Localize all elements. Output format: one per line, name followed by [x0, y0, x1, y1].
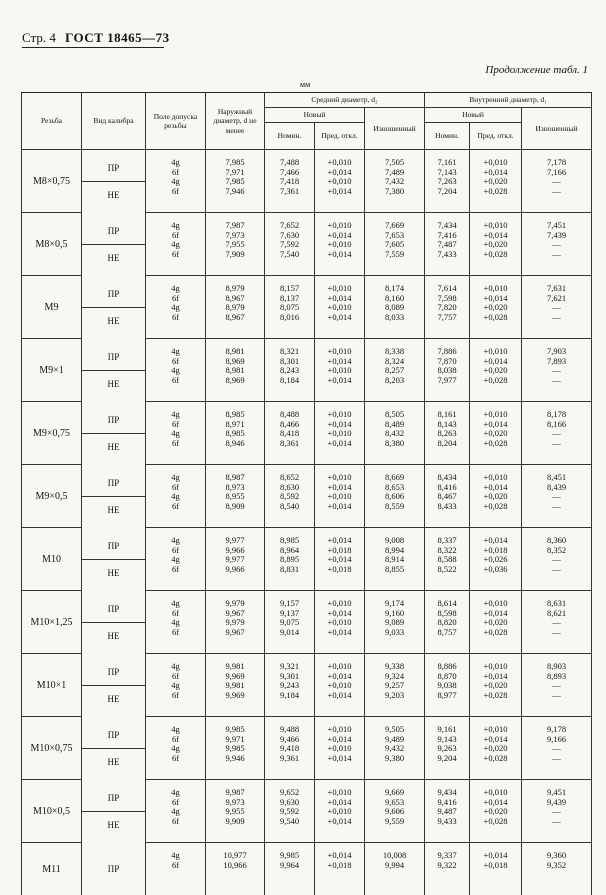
thread-size: M9×0,75 [22, 402, 82, 465]
col-mean-new: Новый [265, 108, 365, 123]
table-row [22, 843, 592, 895]
col-mean-nom: Номин. [265, 123, 315, 150]
col-inner-worn: Изношенный [522, 108, 592, 150]
value-d2-dev: +0,010 +0,014 +0,010 +0,014 [315, 591, 365, 654]
value-d1-worn: 8,903 8,893 — — [522, 654, 592, 717]
table-continuation: Продолжение табл. 1 [485, 64, 588, 76]
value-outer: 9,981 9,969 9,981 9,969 [206, 654, 265, 717]
gauge-type: НЕ [82, 497, 145, 523]
gauge-type: ПР [82, 344, 145, 371]
value-d1-worn: 9,360 9,352 [522, 843, 592, 895]
table-row [22, 402, 592, 465]
thread-size: M10×0,5 [22, 780, 82, 843]
col-mean-dev: Пред. откл. [315, 123, 365, 150]
value-d2-worn: 9,505 9,489 9,432 9,380 [365, 717, 425, 780]
value-d2-worn: 9,174 9,160 9,089 9,033 [365, 591, 425, 654]
value-tol: 4g 6f 4g 6f [146, 780, 206, 843]
value-d1-dev: +0,010 +0,014 +0,020 +0,028 [470, 717, 522, 780]
thread-size: M9×1 [22, 339, 82, 402]
value-d2-dev: +0,010 +0,014 +0,010 +0,014 [315, 780, 365, 843]
gauge-type: ПР [82, 785, 145, 812]
table-row [22, 213, 592, 276]
value-outer: 7,985 7,971 7,985 7,946 [206, 150, 265, 213]
thread-size: M11 [22, 843, 82, 895]
gauge-type: НЕ [82, 308, 145, 334]
value-d1-dev: +0,010 +0,014 +0,020 +0,028 [470, 654, 522, 717]
col-mean: Средний диаметр, d₂ [265, 93, 425, 108]
thread-size: M10×0,75 [22, 717, 82, 780]
value-d1-dev: +0,014 +0,018 +0,026 +0,036 [470, 528, 522, 591]
value-outer: 8,985 8,971 8,985 8,946 [206, 402, 265, 465]
value-tol: 4g 6f 4g 6f [146, 339, 206, 402]
gauge-type: ПР [82, 659, 145, 686]
value-d1-nom: 8,434 8,416 8,467 8,433 [425, 465, 470, 528]
value-d2-worn: 8,338 8,324 8,257 8,203 [365, 339, 425, 402]
value-tol: 4g 6f 4g 6f [146, 150, 206, 213]
gauge-type: ПР [82, 533, 145, 560]
value-d2-nom: 8,157 8,137 8,075 8,016 [265, 276, 315, 339]
value-d1-worn: 9,451 9,439 — — [522, 780, 592, 843]
table-row [22, 339, 592, 402]
value-tol: 4g 6f 4g 6f [146, 465, 206, 528]
gauge-type: НЕ [82, 686, 145, 712]
gauge-type: ПР [82, 407, 145, 434]
value-d1-dev: +0,010 +0,014 +0,020 +0,028 [470, 591, 522, 654]
value-outer: 9,987 9,973 9,955 9,909 [206, 780, 265, 843]
table-row [22, 717, 592, 780]
value-d2-dev: +0,010 +0,014 +0,010 +0,014 [315, 150, 365, 213]
gauge-type-cell [82, 402, 146, 465]
value-d1-worn: 8,360 8,352 — — [522, 528, 592, 591]
gauge-type: НЕ [82, 371, 145, 397]
value-d2-nom: 9,321 9,301 9,243 9,184 [265, 654, 315, 717]
value-d2-dev: +0,014 +0,018 [315, 843, 365, 895]
value-tol: 4g 6f 4g 6f [146, 528, 206, 591]
gauge-type: ПР [82, 218, 145, 245]
gauge-type-cell [82, 780, 146, 843]
value-d1-nom: 8,886 8,870 9,038 8,977 [425, 654, 470, 717]
gauge-type: НЕ [82, 560, 145, 586]
thread-size: M10×1 [22, 654, 82, 717]
value-d1-worn: 9,178 9,166 — — [522, 717, 592, 780]
gauge-type-cell [82, 843, 146, 895]
value-d1-nom: 9,434 9,416 9,487 9,433 [425, 780, 470, 843]
gauge-type: НЕ [82, 812, 145, 838]
gauge-type-cell [82, 528, 146, 591]
value-tol: 4g 6f 4g 6f [146, 591, 206, 654]
table-row [22, 591, 592, 654]
value-d1-dev: +0,010 +0,014 +0,020 +0,028 [470, 276, 522, 339]
value-d1-dev: +0,010 +0,014 +0,020 +0,028 [470, 402, 522, 465]
thread-size: M9×0,5 [22, 465, 82, 528]
value-d1-nom: 7,614 7,598 7,820 7,757 [425, 276, 470, 339]
gauge-type-cell [82, 591, 146, 654]
value-d1-worn: 7,903 7,893 — — [522, 339, 592, 402]
value-outer: 8,981 8,969 8,981 8,969 [206, 339, 265, 402]
value-d2-nom: 9,985 9,964 [265, 843, 315, 895]
thread-size: M8×0,75 [22, 150, 82, 213]
value-d1-dev: +0,010 +0,014 +0,020 +0,028 [470, 150, 522, 213]
value-d2-worn: 8,505 8,489 8,432 8,380 [365, 402, 425, 465]
page-header [22, 30, 170, 46]
value-d1-nom: 7,434 7,416 7,487 7,433 [425, 213, 470, 276]
gauge-type: ПР [82, 596, 145, 623]
value-d2-dev: +0,010 +0,014 +0,010 +0,014 [315, 654, 365, 717]
value-d2-worn: 8,669 8,653 8,606 8,559 [365, 465, 425, 528]
table-row [22, 528, 592, 591]
value-d2-worn: 9,338 9,324 9,257 9,203 [365, 654, 425, 717]
thread-size: M8×0,5 [22, 213, 82, 276]
value-d1-nom: 7,161 7,143 7,263 7,204 [425, 150, 470, 213]
value-d1-worn: 7,631 7,621 — — [522, 276, 592, 339]
value-d2-worn: 9,008 8,994 8,914 8,855 [365, 528, 425, 591]
value-d2-nom: 8,488 8,466 8,418 8,361 [265, 402, 315, 465]
value-d2-worn: 8,174 8,160 8,089 8,033 [365, 276, 425, 339]
value-d2-nom: 7,652 7,630 7,592 7,540 [265, 213, 315, 276]
gauge-type-cell [82, 717, 146, 780]
gauge-type: ПР [82, 470, 145, 497]
value-d1-nom: 8,337 8,322 8,588 8,522 [425, 528, 470, 591]
gauge-type: НЕ [82, 749, 145, 775]
col-inner-nom: Номин. [425, 123, 470, 150]
value-d1-nom: 8,161 8,143 8,263 8,204 [425, 402, 470, 465]
value-d1-dev: +0,010 +0,014 +0,020 +0,028 [470, 339, 522, 402]
col-outer: Наружный диаметр, d не менее [206, 93, 265, 150]
value-d1-worn: 8,451 8,439 — — [522, 465, 592, 528]
table-row [22, 654, 592, 717]
thread-size: M10 [22, 528, 82, 591]
value-tol: 4g 6f 4g 6f [146, 276, 206, 339]
value-d1-worn: 7,178 7,166 — — [522, 150, 592, 213]
value-d2-dev: +0,014 +0,018 +0,014 +0,018 [315, 528, 365, 591]
value-outer: 9,985 9,971 9,985 9,946 [206, 717, 265, 780]
value-d2-nom: 9,157 9,137 9,075 9,014 [265, 591, 315, 654]
gost-number: ГОСТ 18465—73 [65, 30, 170, 45]
gauge-table [21, 92, 592, 895]
gauge-type-cell [82, 276, 146, 339]
value-d1-nom: 9,161 9,143 9,263 9,204 [425, 717, 470, 780]
col-inner-new: Новый [425, 108, 522, 123]
gauge-type: НЕ [82, 182, 145, 208]
value-outer: 8,979 8,967 8,979 8,967 [206, 276, 265, 339]
value-d2-dev: +0,010 +0,014 +0,010 +0,014 [315, 717, 365, 780]
gauge-type-cell [82, 339, 146, 402]
col-gauge: Вид калибра [82, 93, 146, 150]
value-d1-dev: +0,014 +0,018 [470, 843, 522, 895]
value-outer: 9,979 9,967 9,979 9,967 [206, 591, 265, 654]
value-d2-worn: 7,669 7,653 7,605 7,559 [365, 213, 425, 276]
gauge-type: ПР [82, 281, 145, 308]
table-body [22, 150, 592, 895]
value-tol: 4g 6f 4g 6f [146, 654, 206, 717]
gauge-type: ПР [82, 722, 145, 749]
value-d1-nom: 7,886 7,870 8,038 7,977 [425, 339, 470, 402]
value-d1-nom: 9,337 9,322 [425, 843, 470, 895]
header-rule [22, 47, 164, 48]
value-d1-dev: +0,010 +0,014 +0,020 +0,028 [470, 213, 522, 276]
value-d2-dev: +0,010 +0,014 +0,010 +0,014 [315, 339, 365, 402]
col-mean-worn: Изношенный [365, 108, 425, 150]
value-d1-worn: 8,178 8,166 — — [522, 402, 592, 465]
table-row [22, 465, 592, 528]
value-tol: 4g 6f 4g 6f [146, 717, 206, 780]
value-d1-worn: 7,451 7,439 — — [522, 213, 592, 276]
gauge-type: НЕ [82, 434, 145, 460]
value-d2-dev: +0,010 +0,014 +0,010 +0,014 [315, 465, 365, 528]
value-d1-nom: 8,614 8,598 8,820 8,757 [425, 591, 470, 654]
table-row [22, 150, 592, 213]
gauge-type-cell [82, 150, 146, 213]
value-d2-nom: 8,321 8,301 8,243 8,184 [265, 339, 315, 402]
value-outer: 10,977 10,966 [206, 843, 265, 895]
value-d1-worn: 8,631 8,621 — — [522, 591, 592, 654]
value-outer: 8,987 8,973 8,955 8,909 [206, 465, 265, 528]
gauge-type: НЕ [82, 245, 145, 271]
col-tolerance: Поле допуска резьбы [146, 93, 206, 150]
value-d2-dev: +0,010 +0,014 +0,010 +0,014 [315, 402, 365, 465]
value-outer: 9,977 9,966 9,977 9,966 [206, 528, 265, 591]
thread-size: M9 [22, 276, 82, 339]
units-label: мм [300, 80, 310, 89]
value-d2-worn: 9,669 9,653 9,606 9,559 [365, 780, 425, 843]
gauge-type: НЕ [82, 623, 145, 649]
value-d2-nom: 9,488 9,466 9,418 9,361 [265, 717, 315, 780]
thread-size: M10×1,25 [22, 591, 82, 654]
value-d2-nom: 8,652 8,630 8,592 8,540 [265, 465, 315, 528]
value-d2-nom: 7,488 7,466 7,418 7,361 [265, 150, 315, 213]
value-d1-dev: +0,010 +0,014 +0,020 +0,028 [470, 780, 522, 843]
value-d1-dev: +0,010 +0,014 +0,020 +0,028 [470, 465, 522, 528]
col-inner: Внутренний диаметр, d₁ [425, 93, 592, 108]
value-tol: 4g 6f 4g 6f [146, 402, 206, 465]
value-d2-nom: 9,652 9,630 9,592 9,540 [265, 780, 315, 843]
value-tol: 4g 6f [146, 843, 206, 895]
col-thread: Резьба [22, 93, 82, 150]
table-row [22, 780, 592, 843]
table-row [22, 276, 592, 339]
page-number: Стр. 4 [22, 30, 56, 45]
col-inner-dev: Пред. откл. [470, 123, 522, 150]
value-d2-worn: 10,008 9,994 [365, 843, 425, 895]
gauge-type: ПР [82, 155, 145, 182]
value-d2-worn: 7,505 7,489 7,432 7,380 [365, 150, 425, 213]
gauge-type-cell [82, 654, 146, 717]
gauge-type-cell [82, 213, 146, 276]
gauge-type: ПР [82, 856, 145, 882]
gauge-type-cell [82, 465, 146, 528]
value-tol: 4g 6f 4g 6f [146, 213, 206, 276]
value-d2-dev: +0,010 +0,014 +0,010 +0,014 [315, 276, 365, 339]
value-outer: 7,987 7,973 7,955 7,909 [206, 213, 265, 276]
value-d2-dev: +0,010 +0,014 +0,010 +0,014 [315, 213, 365, 276]
value-d2-nom: 8,985 8,964 8,895 8,831 [265, 528, 315, 591]
